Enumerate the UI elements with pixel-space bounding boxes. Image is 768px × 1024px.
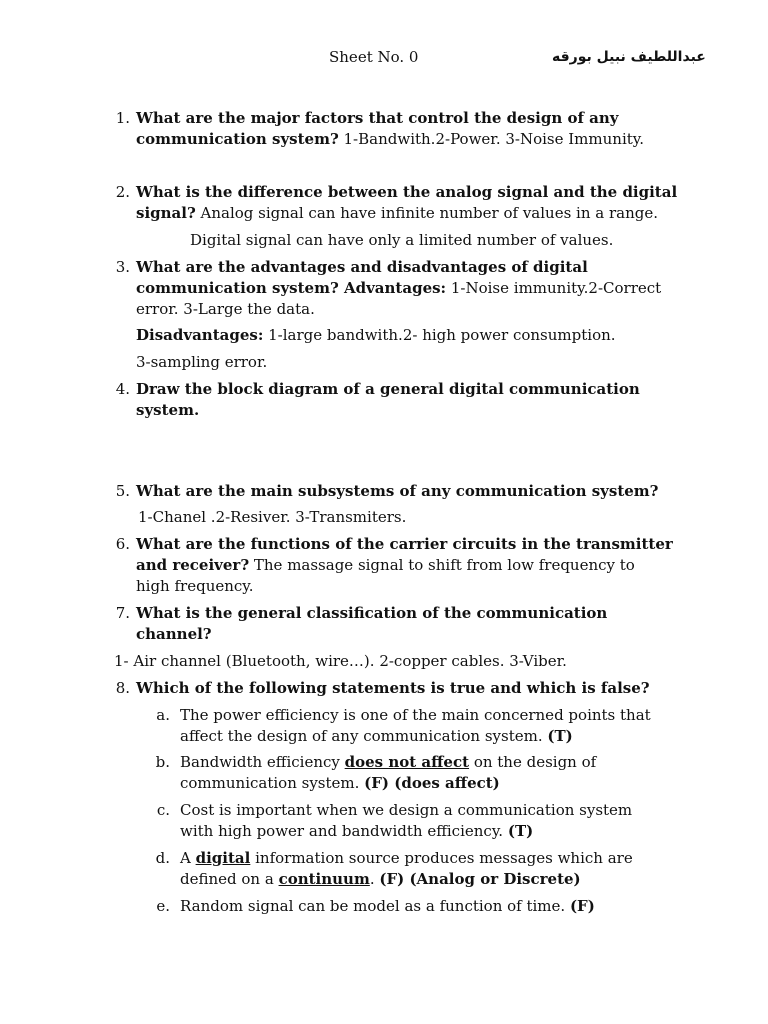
- statement-letter: e.: [156, 897, 170, 915]
- question-number: 6.: [115, 535, 130, 553]
- answer-mark: (T): [507, 822, 534, 840]
- statement-text: affect the design of any communication system.: [180, 727, 548, 745]
- statement-text: .: [369, 870, 380, 888]
- answer-text: error. 3-Large the data.: [136, 300, 315, 318]
- question-text: What are the main subsystems of any communication system?: [136, 482, 659, 500]
- statement-letter: a.: [156, 706, 170, 724]
- question-number: 4.: [115, 380, 130, 398]
- answer-text: 1-large bandwith.2- high power consumption.: [263, 326, 616, 344]
- question-text: and receiver?: [136, 556, 250, 574]
- question-number: 5.: [115, 482, 130, 500]
- statement-text: communication system.: [180, 774, 365, 792]
- answer-mark: (F) (Analog or Discrete): [379, 870, 581, 888]
- question-text: communication system? Advantages:: [136, 279, 447, 297]
- question-text: What are the major factors that control the design of any: [136, 109, 619, 127]
- underlined-term: digital: [195, 849, 251, 867]
- answer-text: Analog signal can have infinite number of values in a range.: [195, 204, 658, 222]
- question-number: 7.: [115, 604, 130, 622]
- underlined-term: continuum: [278, 870, 370, 888]
- question-text: What are the functions of the carrier circuits in the transmitter: [136, 535, 673, 553]
- question-number: 3.: [115, 258, 130, 276]
- underlined-term: does not affect: [344, 753, 470, 771]
- answer-text: 1- Air channel (Bluetooth, wire…). 2-copper cables. 3-Viber.: [114, 652, 567, 670]
- question-number: 2.: [115, 183, 130, 201]
- author-name: عبداللطيف نبيل بورقه: [552, 49, 706, 65]
- answer-mark: (T): [547, 727, 573, 745]
- question-text: Draw the block diagram of a general digital communication: [136, 380, 640, 398]
- answer-text: 3-sampling error.: [136, 353, 268, 371]
- question-text: What are the advantages and disadvantages of digital: [136, 258, 588, 276]
- answer-text: 1-Chanel .2-Resiver. 3-Transmiters.: [138, 508, 407, 526]
- answer-text: 1-Bandwith.2-Power. 3-Noise Immunity.: [338, 130, 645, 148]
- question-text: Which of the following statements is true and which is false?: [136, 679, 650, 697]
- disadvantages-label: Disadvantages:: [136, 326, 264, 344]
- statement-text: Random signal can be model as a function of time.: [180, 897, 570, 915]
- answer-text: The massage signal to shift from low frequency to: [249, 556, 635, 574]
- answer-mark: (F): [569, 897, 595, 915]
- answer-text: high frequency.: [136, 577, 254, 595]
- statement-text: A: [180, 849, 196, 867]
- statement-text: with high power and bandwidth efficiency.: [180, 822, 508, 840]
- statement-letter: c.: [156, 801, 170, 819]
- statement-letter: b.: [155, 753, 170, 771]
- statement-text: information source produces messages which are: [250, 849, 633, 867]
- question-text: What is the general classification of the communication: [136, 604, 608, 622]
- statement-text: defined on a: [180, 870, 279, 888]
- answer-mark: (F) (does affect): [364, 774, 500, 792]
- answer-text: Digital signal can have only a limited number of values.: [190, 231, 614, 249]
- sheet-title: Sheet No. 0: [329, 48, 419, 66]
- answer-text: 1-Noise immunity.2-Correct: [446, 279, 662, 297]
- question-text: communication system?: [136, 130, 339, 148]
- question-text: channel?: [136, 625, 212, 643]
- question-text: What is the difference between the analog signal and the digital: [136, 183, 678, 201]
- question-number: 1.: [115, 109, 130, 127]
- statement-text: on the design of: [469, 753, 597, 771]
- question-text: signal?: [136, 204, 196, 222]
- statement-text: Cost is important when we design a communication system: [180, 801, 633, 819]
- question-number: 8.: [115, 679, 130, 697]
- statement-text: Bandwidth efficiency: [180, 753, 345, 771]
- question-text: system.: [136, 401, 200, 419]
- statement-letter: d.: [155, 849, 170, 867]
- statement-text: The power efficiency is one of the main concerned points that: [180, 706, 651, 724]
